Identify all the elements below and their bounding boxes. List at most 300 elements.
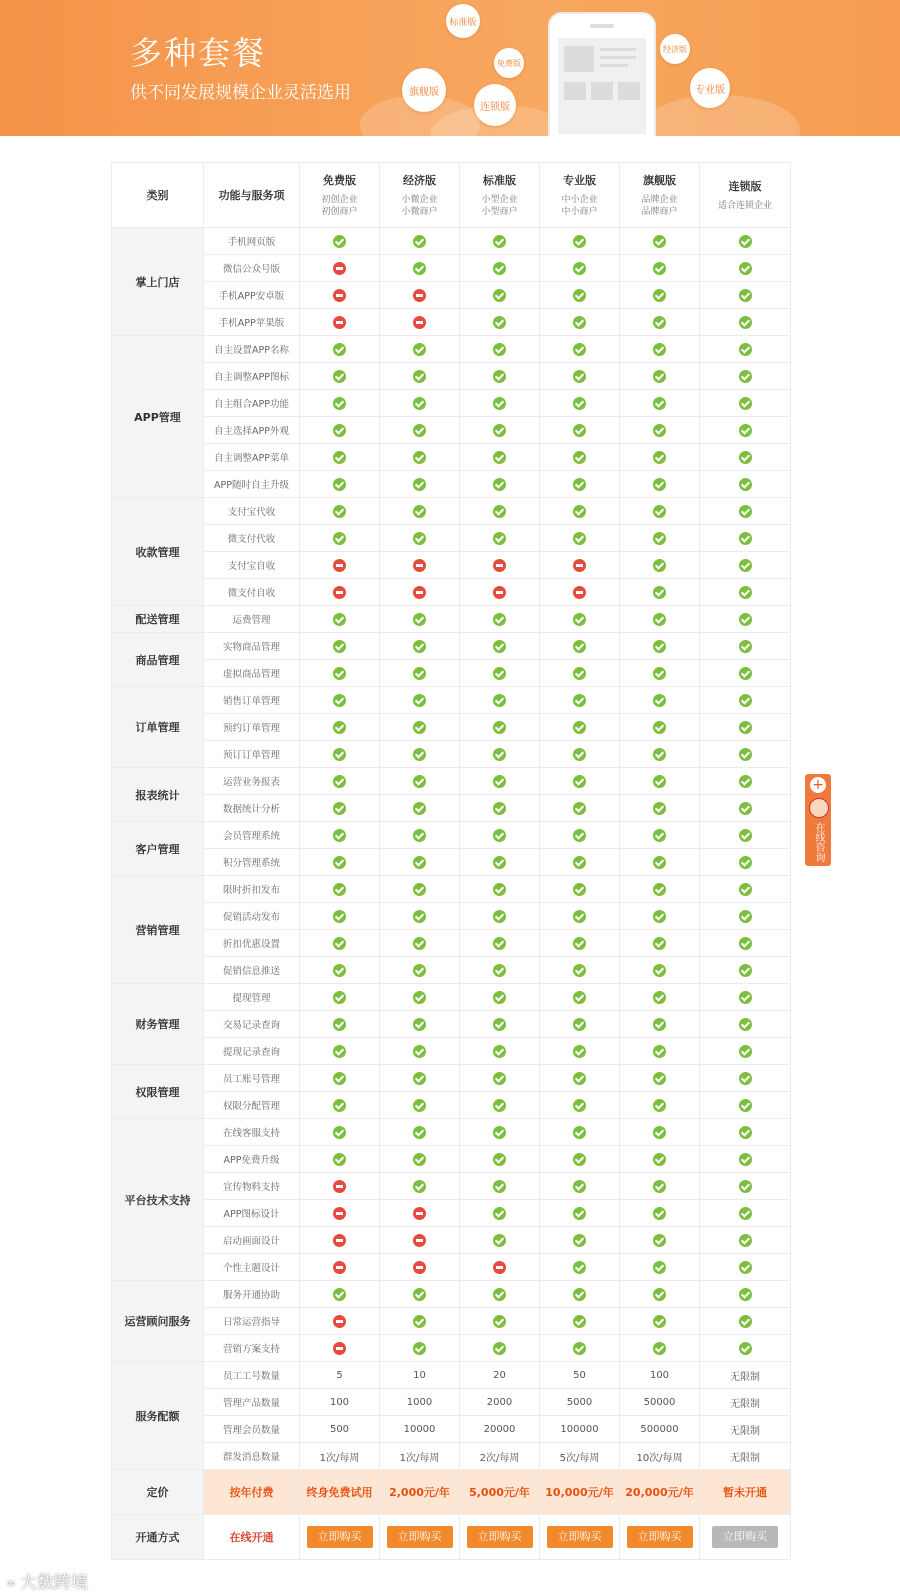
check-icon (653, 343, 666, 356)
value-cell-economy (380, 1065, 460, 1092)
check-icon (493, 1180, 506, 1193)
value-cell-pro (540, 525, 620, 552)
bubble-flagship: 旗舰版 (402, 68, 446, 112)
check-icon (413, 478, 426, 491)
value-cell-flagship (620, 1308, 700, 1335)
value-cell-free (300, 1146, 380, 1173)
header-plan-standard (460, 163, 540, 228)
value-cell-chain (700, 957, 791, 984)
quota-value: 10次/每周 (636, 1452, 683, 1464)
feature-cell: 预约订单管理 (204, 714, 300, 741)
feature-cell: 自主调整APP菜单 (204, 444, 300, 471)
value-cell-standard (460, 363, 540, 390)
value-cell-free (300, 1308, 380, 1335)
value-cell-pro (540, 1065, 620, 1092)
check-icon (573, 1288, 586, 1301)
value-cell-free (300, 471, 380, 498)
check-icon (493, 748, 506, 761)
feature-cell: APP随时自主升级 (204, 471, 300, 498)
value-cell-pro (540, 1119, 620, 1146)
value-cell-flagship (620, 525, 700, 552)
check-icon (573, 1234, 586, 1247)
value-cell-flagship (620, 633, 700, 660)
check-icon (739, 1126, 752, 1139)
table-row (112, 1092, 791, 1119)
check-icon (739, 856, 752, 869)
check-icon (739, 1045, 752, 1058)
check-icon (573, 775, 586, 788)
value-cell-standard (460, 1335, 540, 1362)
check-icon (333, 910, 346, 923)
value-cell-chain (700, 876, 791, 903)
quota-value: 10000 (403, 1423, 436, 1435)
value-cell-free (300, 1227, 380, 1254)
check-icon (573, 1072, 586, 1085)
check-icon (573, 235, 586, 248)
check-icon (333, 343, 346, 356)
check-icon (653, 316, 666, 329)
value-cell-economy (380, 1335, 460, 1362)
value-cell-free (300, 1011, 380, 1038)
plan-target: 小微商户 (401, 207, 438, 217)
feature-cell: 自主选择APP外观 (204, 417, 300, 444)
unavailable-icon (493, 586, 506, 599)
check-icon (493, 289, 506, 302)
buy-button-standard[interactable]: 立即购买 (467, 1526, 533, 1548)
check-icon (739, 559, 752, 572)
value-cell-chain (700, 1173, 791, 1200)
check-icon (573, 1018, 586, 1031)
check-icon (573, 883, 586, 896)
table-row (112, 1065, 791, 1092)
value-cell-standard (460, 1254, 540, 1281)
value-cell-chain (700, 498, 791, 525)
value-cell-flagship (620, 1416, 700, 1443)
check-icon (333, 1018, 346, 1031)
value-cell-standard (460, 1038, 540, 1065)
check-icon (333, 802, 346, 815)
buy-button-flagship[interactable]: 立即购买 (627, 1526, 693, 1548)
value-cell-economy (380, 957, 460, 984)
value-cell-standard (460, 903, 540, 930)
value-cell-chain (700, 390, 791, 417)
table-row (112, 822, 791, 849)
value-cell-standard (460, 1092, 540, 1119)
check-icon (739, 343, 752, 356)
plan-target: 初创企业 (321, 195, 358, 205)
value-cell-economy (380, 687, 460, 714)
value-cell-free (300, 525, 380, 552)
value-cell-free (300, 741, 380, 768)
check-icon (653, 424, 666, 437)
quota-value: 50000 (643, 1396, 676, 1408)
value-cell-pro (540, 903, 620, 930)
feature-cell: 微支付代收 (204, 525, 300, 552)
value-cell-economy (380, 525, 460, 552)
value-cell-pro (540, 1254, 620, 1281)
header-plan-flagship (620, 163, 700, 228)
value-cell-flagship (620, 1038, 700, 1065)
quota-value: 无限制 (730, 1398, 760, 1410)
value-cell-free (300, 903, 380, 930)
table-row (112, 1335, 791, 1362)
value-cell-chain (700, 849, 791, 876)
check-icon (413, 370, 426, 383)
category-cell: 服务配额 (112, 1362, 204, 1470)
check-icon (739, 289, 752, 302)
value-cell-standard (460, 606, 540, 633)
value-cell-flagship (620, 552, 700, 579)
value-cell-economy (380, 1119, 460, 1146)
check-icon (653, 1342, 666, 1355)
buy-button-pro[interactable]: 立即购买 (547, 1526, 613, 1548)
value-cell-standard (460, 255, 540, 282)
check-icon (413, 640, 426, 653)
value-cell-economy (380, 552, 460, 579)
value-cell-economy (380, 903, 460, 930)
table-row (112, 444, 791, 471)
value-cell-standard (460, 660, 540, 687)
unavailable-icon (333, 316, 346, 329)
check-icon (333, 370, 346, 383)
value-cell-standard (460, 1362, 540, 1389)
unavailable-icon (333, 1261, 346, 1274)
feature-cell: 微支付自收 (204, 579, 300, 606)
value-cell-chain (700, 552, 791, 579)
check-icon (413, 748, 426, 761)
value-cell-free (300, 282, 380, 309)
feature-cell: 自主设置APP名称 (204, 336, 300, 363)
quota-value: 20 (493, 1369, 506, 1381)
check-icon (333, 1099, 346, 1112)
check-icon (653, 451, 666, 464)
check-icon (333, 451, 346, 464)
value-cell-flagship (620, 1227, 700, 1254)
value-cell-flagship (620, 687, 700, 714)
check-icon (653, 397, 666, 410)
value-cell-economy (380, 1362, 460, 1389)
check-icon (653, 667, 666, 680)
buy-button-chain[interactable]: 立即购买 (712, 1526, 778, 1548)
check-icon (413, 262, 426, 275)
value-cell-standard (460, 876, 540, 903)
check-icon (493, 370, 506, 383)
check-icon (333, 775, 346, 788)
value-cell-pro (540, 282, 620, 309)
value-cell-free (300, 1119, 380, 1146)
value-cell-pro (540, 660, 620, 687)
check-icon (573, 451, 586, 464)
table-row (112, 714, 791, 741)
check-icon (493, 424, 506, 437)
table-row (112, 1227, 791, 1254)
check-icon (573, 613, 586, 626)
value-cell-chain (700, 768, 791, 795)
value-cell-pro (540, 1308, 620, 1335)
value-cell-chain (700, 903, 791, 930)
table-row (112, 552, 791, 579)
value-cell-economy (380, 1200, 460, 1227)
check-icon (739, 1018, 752, 1031)
pricing-row (112, 1470, 791, 1515)
header-plan-chain (700, 163, 791, 228)
check-icon (653, 802, 666, 815)
buy-cell-free (300, 1515, 380, 1560)
value-cell-chain (700, 930, 791, 957)
quota-value: 5次/每周 (559, 1452, 600, 1464)
check-icon (413, 1288, 426, 1301)
value-cell-pro (540, 957, 620, 984)
check-icon (653, 883, 666, 896)
value-cell-chain (700, 687, 791, 714)
check-icon (333, 1288, 346, 1301)
table-row (112, 1011, 791, 1038)
value-cell-pro (540, 579, 620, 606)
category-cell: APP管理 (112, 336, 204, 498)
value-cell-pro (540, 471, 620, 498)
plan-name: 连锁版 (728, 180, 762, 193)
check-icon (573, 1153, 586, 1166)
value-cell-flagship (620, 1173, 700, 1200)
check-icon (739, 397, 752, 410)
bubble-chain: 连锁版 (474, 84, 516, 126)
buy-button-economy[interactable]: 立即购买 (387, 1526, 453, 1548)
check-icon (653, 586, 666, 599)
check-icon (739, 451, 752, 464)
value-cell-pro (540, 714, 620, 741)
category-cell: 财务管理 (112, 984, 204, 1065)
unavailable-icon (333, 1207, 346, 1220)
plan-target: 中小商户 (561, 207, 598, 217)
table-row (112, 228, 791, 255)
value-cell-free (300, 228, 380, 255)
value-cell-flagship (620, 1092, 700, 1119)
value-cell-chain (700, 282, 791, 309)
quota-value: 10 (413, 1369, 426, 1381)
buy-button-free[interactable]: 立即购买 (307, 1526, 373, 1548)
table-row (112, 903, 791, 930)
check-icon (653, 694, 666, 707)
value-cell-standard (460, 1416, 540, 1443)
check-icon (653, 1045, 666, 1058)
value-cell-pro (540, 228, 620, 255)
check-icon (493, 1099, 506, 1112)
check-icon (739, 829, 752, 842)
plan-name: 免费版 (323, 174, 356, 187)
check-icon (653, 1261, 666, 1274)
banner-subtitle: 供不同发展规模企业灵活选用 (130, 83, 351, 103)
check-icon (653, 640, 666, 653)
check-icon (333, 505, 346, 518)
check-icon (653, 1153, 666, 1166)
watermark-logo-icon: ∞ (6, 1576, 16, 1590)
category-cell: 客户管理 (112, 822, 204, 876)
check-icon (493, 991, 506, 1004)
feature-cell: 在线客服支持 (204, 1119, 300, 1146)
value-cell-free (300, 444, 380, 471)
value-cell-standard (460, 633, 540, 660)
table-row (112, 768, 791, 795)
value-cell-standard (460, 849, 540, 876)
value-cell-standard (460, 1227, 540, 1254)
value-cell-pro (540, 633, 620, 660)
value-cell-chain (700, 1335, 791, 1362)
online-open-label: 在线开通 (229, 1531, 274, 1544)
value-cell-free (300, 849, 380, 876)
check-icon (333, 1072, 346, 1085)
bubble-standard: 标准版 (446, 4, 480, 38)
value-cell-standard (460, 1146, 540, 1173)
quota-value: 2000 (486, 1396, 513, 1408)
check-icon (739, 1342, 752, 1355)
value-cell-free (300, 1281, 380, 1308)
value-cell-flagship (620, 849, 700, 876)
feature-cell: 日常运营指导 (204, 1308, 300, 1335)
value-cell-standard (460, 552, 540, 579)
check-icon (573, 1207, 586, 1220)
check-icon (573, 1099, 586, 1112)
online-consult-label: 在线咨询 (813, 822, 824, 862)
value-cell-pro (540, 1092, 620, 1119)
check-icon (653, 289, 666, 302)
check-icon (493, 235, 506, 248)
value-cell-pro (540, 444, 620, 471)
value-cell-free (300, 876, 380, 903)
value-cell-pro (540, 417, 620, 444)
unavailable-icon (413, 1234, 426, 1247)
category-cell: 订单管理 (112, 687, 204, 768)
check-icon (653, 1234, 666, 1247)
plan-name: 经济版 (403, 174, 436, 187)
value-cell-free (300, 1173, 380, 1200)
value-cell-economy (380, 1092, 460, 1119)
check-icon (413, 397, 426, 410)
quota-value: 5 (336, 1369, 343, 1381)
value-cell-standard (460, 1011, 540, 1038)
plan-target: 品牌企业 (641, 195, 678, 205)
check-icon (333, 1045, 346, 1058)
table-row (112, 309, 791, 336)
check-icon (653, 775, 666, 788)
category-cell: 掌上门店 (112, 228, 204, 336)
value-cell-flagship (620, 606, 700, 633)
check-icon (573, 289, 586, 302)
value-cell-flagship (620, 1119, 700, 1146)
value-cell-free (300, 822, 380, 849)
value-cell-pro (540, 1173, 620, 1200)
table-row (112, 336, 791, 363)
check-icon (653, 235, 666, 248)
table-row (112, 984, 791, 1011)
check-icon (739, 262, 752, 275)
table-row (112, 1308, 791, 1335)
check-icon (739, 478, 752, 491)
check-icon (573, 316, 586, 329)
feature-cell: 提现管理 (204, 984, 300, 1011)
feature-cell: 销售订单管理 (204, 687, 300, 714)
value-cell-free (300, 336, 380, 363)
value-cell-free (300, 309, 380, 336)
online-consult-button[interactable] (805, 774, 831, 866)
check-icon (739, 775, 752, 788)
check-icon (739, 316, 752, 329)
table-row (112, 633, 791, 660)
value-cell-flagship (620, 1335, 700, 1362)
check-icon (333, 721, 346, 734)
check-icon (653, 991, 666, 1004)
check-icon (739, 370, 752, 383)
feature-cell: 自主调整APP图标 (204, 363, 300, 390)
check-icon (653, 910, 666, 923)
value-cell-standard (460, 1173, 540, 1200)
check-icon (653, 937, 666, 950)
value-cell-economy (380, 1146, 460, 1173)
value-cell-flagship (620, 444, 700, 471)
check-icon (573, 532, 586, 545)
value-cell-pro (540, 795, 620, 822)
check-icon (573, 1261, 586, 1274)
check-icon (333, 613, 346, 626)
value-cell-standard (460, 1389, 540, 1416)
quota-value: 100 (649, 1369, 670, 1381)
value-cell-free (300, 417, 380, 444)
feature-cell: 实物商品管理 (204, 633, 300, 660)
feature-cell: 手机网页版 (204, 228, 300, 255)
check-icon (413, 1342, 426, 1355)
category-cell: 营销管理 (112, 876, 204, 984)
value-cell-economy (380, 1254, 460, 1281)
value-cell-standard (460, 309, 540, 336)
banner (0, 0, 900, 136)
value-cell-standard (460, 984, 540, 1011)
feature-cell: 折扣优惠设置 (204, 930, 300, 957)
value-cell-chain (700, 1065, 791, 1092)
value-cell-standard (460, 336, 540, 363)
value-cell-standard (460, 1065, 540, 1092)
value-cell-free (300, 957, 380, 984)
check-icon (493, 883, 506, 896)
feature-cell: 运费管理 (204, 606, 300, 633)
check-icon (413, 721, 426, 734)
value-cell-standard (460, 471, 540, 498)
value-cell-pro (540, 1227, 620, 1254)
value-cell-standard (460, 282, 540, 309)
category-cell: 配送管理 (112, 606, 204, 633)
table-row (112, 741, 791, 768)
check-icon (739, 883, 752, 896)
category-cell: 运营顾问服务 (112, 1281, 204, 1362)
value-cell-chain (700, 1443, 791, 1470)
value-cell-economy (380, 1281, 460, 1308)
check-icon (573, 424, 586, 437)
check-icon (573, 829, 586, 842)
value-cell-economy (380, 606, 460, 633)
buy-cell-chain (700, 1515, 791, 1560)
unavailable-icon (413, 559, 426, 572)
value-cell-standard (460, 498, 540, 525)
value-cell-chain (700, 1362, 791, 1389)
plan-target: 中小企业 (561, 195, 598, 205)
value-cell-free (300, 1092, 380, 1119)
header-plan-free (300, 163, 380, 228)
value-cell-chain (700, 606, 791, 633)
value-cell-flagship (620, 768, 700, 795)
check-icon (493, 343, 506, 356)
value-cell-economy (380, 390, 460, 417)
check-icon (653, 1099, 666, 1112)
value-cell-standard (460, 525, 540, 552)
table-row (112, 687, 791, 714)
